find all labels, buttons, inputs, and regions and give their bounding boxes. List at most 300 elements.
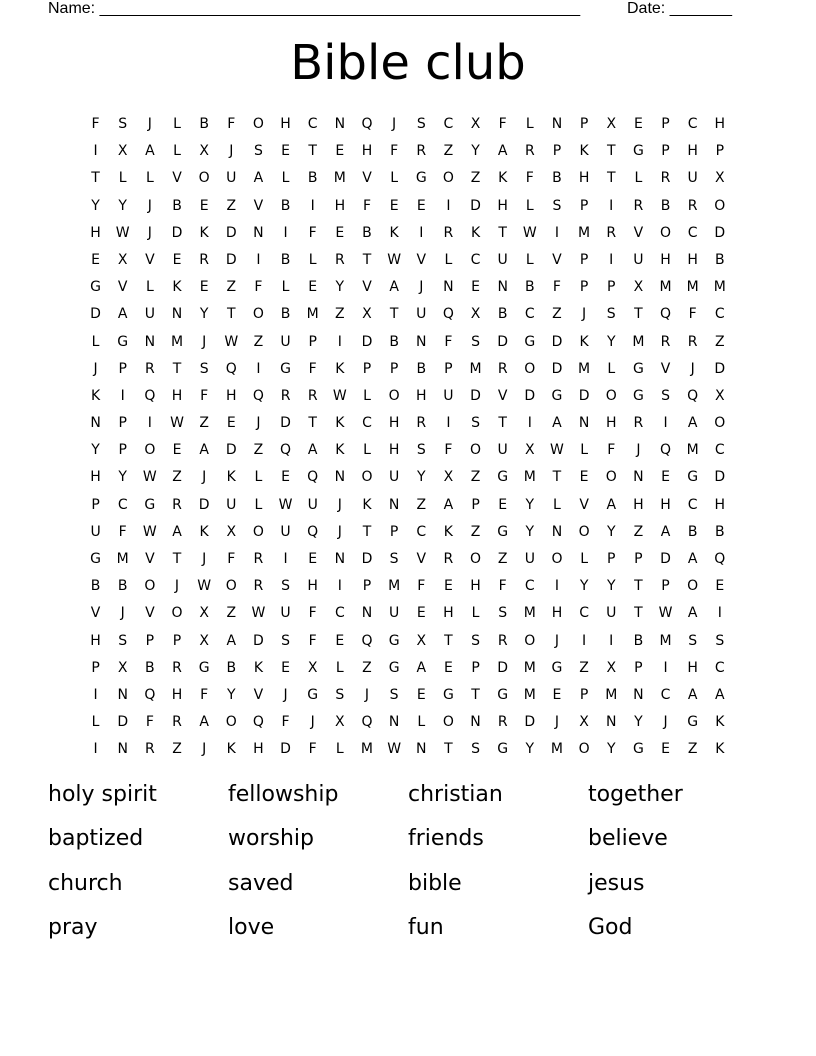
grid-letter: M (306, 306, 319, 323)
grid-letter: X (715, 170, 725, 187)
grid-letter: O (252, 116, 264, 132)
grid-letter: F (688, 306, 697, 323)
grid-letter: J (554, 714, 560, 731)
grid-letter: E (661, 469, 670, 486)
grid-letter: E (281, 143, 290, 160)
grid-letter: S (552, 197, 562, 214)
grid-letter: D (551, 333, 563, 350)
grid-letter: G (687, 469, 699, 486)
grid-letter: X (199, 632, 209, 649)
grid-letter: C (687, 224, 698, 241)
grid-letter: P (579, 197, 589, 214)
grid-row (82, 111, 733, 138)
grid-letter: O (605, 469, 617, 486)
grid-letter: F (308, 224, 317, 241)
grid-letter: R (416, 143, 427, 160)
grid-letter: B (280, 197, 291, 214)
grid-letter: K (172, 279, 182, 296)
grid-letter: K (443, 523, 453, 540)
grid-letter: U (307, 496, 318, 513)
grid-letter: E (199, 197, 209, 214)
grid-letter: D (524, 387, 536, 404)
grid-letter: P (145, 632, 155, 649)
grid-row (82, 600, 733, 627)
grid-letter: P (118, 415, 127, 432)
grid-letter: X (226, 523, 237, 540)
grid-letter: L (335, 659, 344, 676)
grid-letter: N (416, 333, 427, 350)
grid-letter: L (335, 741, 344, 758)
grid-letter: S (118, 116, 128, 132)
grid-letter: I (337, 578, 342, 595)
grid-letter: V (145, 251, 155, 268)
grid-letter: K (715, 741, 725, 758)
grid-letter: L (254, 469, 263, 486)
grid-letter: S (606, 306, 616, 323)
grid-letter: R (253, 551, 264, 567)
grid-letter: M (388, 578, 401, 595)
grid-letter: G (280, 360, 291, 377)
grid-letter: O (388, 387, 400, 404)
grid-letter: E (715, 578, 725, 595)
grid-letter: W (550, 442, 564, 459)
grid-letter: A (687, 605, 698, 622)
grid-letter: O (252, 306, 264, 323)
grid-letter: C (416, 523, 427, 540)
grid-letter: H (687, 659, 698, 676)
grid-letter: A (687, 686, 698, 703)
grid-letter: U (416, 306, 427, 323)
grid-letter: R (172, 496, 182, 513)
grid-letter: K (199, 523, 209, 540)
grid-letter: D (470, 387, 481, 404)
grid-letter: O (442, 170, 454, 187)
grid-letter: F (308, 632, 317, 649)
grid-letter: F (607, 442, 616, 459)
grid-letter: E (281, 469, 290, 486)
grid-letter: F (254, 279, 263, 296)
grid-letter: G (632, 741, 644, 758)
grid-letter: O (225, 578, 237, 595)
grid-letter: A (199, 442, 209, 459)
grid-letter: N (144, 333, 156, 350)
grid-letter: M (578, 224, 591, 241)
grid-letter: V (633, 224, 644, 241)
grid-letter: C (660, 686, 671, 703)
grid-letter: Q (280, 442, 292, 459)
grid-letter: X (117, 143, 128, 160)
grid-letter: G (90, 279, 101, 296)
grid-letter: L (525, 197, 534, 214)
grid-letter: N (388, 714, 400, 731)
grid-letter: U (280, 523, 291, 540)
grid-letter: W (170, 415, 184, 432)
grid-letter: R (606, 224, 617, 241)
grid-row (82, 193, 733, 220)
grid-letter: S (281, 578, 290, 595)
grid-letter: L (118, 170, 127, 187)
grid-letter: I (663, 659, 668, 676)
grid-letter: O (361, 469, 373, 486)
grid-letter: N (497, 279, 508, 296)
grid-letter: H (90, 469, 101, 486)
grid-letter: O (171, 605, 183, 622)
grid-row (82, 464, 733, 491)
grid-letter: X (117, 251, 128, 268)
grid-letter: J (147, 224, 152, 241)
grid-letter: P (661, 143, 670, 160)
grid-letter: M (523, 469, 536, 486)
grid-letter: J (147, 116, 152, 132)
grid-letter: B (497, 306, 508, 323)
grid-letter: G (524, 333, 536, 350)
grid-letter: V (416, 251, 427, 268)
grid-letter: E (661, 741, 670, 758)
grid-letter: V (362, 170, 372, 187)
grid-letter: S (253, 143, 263, 160)
grid-letter: R (199, 251, 209, 268)
grid-letter: C (714, 306, 725, 323)
grid-letter: A (687, 551, 698, 567)
grid-letter: H (470, 578, 481, 595)
grid-letter: X (416, 632, 427, 649)
grid-letter: P (118, 442, 127, 459)
grid-letter: Z (226, 605, 237, 622)
grid-letter: O (605, 387, 617, 404)
grid-letter: V (172, 170, 182, 187)
grid-letter: M (116, 551, 129, 567)
grid-letter: Z (199, 415, 209, 432)
grid-letter: Y (118, 197, 127, 214)
grid-letter: K (579, 143, 589, 160)
grid-letter: D (225, 442, 237, 459)
grid-letter: P (634, 659, 643, 676)
grid-letter: K (579, 333, 589, 350)
grid-letter: O (198, 170, 210, 187)
grid-letter: K (199, 224, 209, 241)
grid-letter: A (606, 496, 617, 513)
grid-row (82, 736, 733, 763)
grid-letter: B (90, 578, 101, 595)
grid-letter: S (389, 686, 399, 703)
word-item: together (588, 782, 683, 807)
grid-letter: J (283, 686, 288, 703)
grid-letter: C (687, 496, 698, 513)
grid-letter: W (522, 224, 537, 241)
grid-letter: E (443, 578, 453, 595)
grid-letter: N (416, 741, 427, 758)
grid-letter: T (444, 741, 453, 758)
grid-letter: N (334, 469, 346, 486)
grid-letter: J (202, 551, 207, 567)
grid-letter: I (609, 632, 614, 649)
grid-letter: S (498, 605, 508, 622)
grid-letter: R (172, 659, 182, 676)
grid-letter: K (470, 224, 481, 241)
grid-letter: M (686, 442, 699, 459)
grid-letter: V (145, 551, 155, 567)
grid-letter: D (578, 387, 590, 404)
grid-letter: Q (442, 306, 454, 323)
grid-letter: G (632, 360, 644, 377)
grid-letter: G (551, 387, 563, 404)
grid-letter: L (580, 442, 588, 459)
grid-letter: Q (252, 387, 264, 404)
grid-letter: G (415, 170, 427, 187)
grid-letter: B (172, 197, 182, 214)
grid-letter: T (552, 469, 562, 486)
grid-letter: M (550, 741, 563, 758)
grid-letter: F (444, 442, 453, 459)
grid-letter: D (660, 551, 671, 567)
grid-letter: S (715, 632, 725, 649)
grid-letter: N (470, 714, 481, 731)
grid-letter: Y (416, 469, 426, 486)
grid-letter: P (552, 143, 562, 160)
grid-letter: P (118, 360, 127, 377)
grid-letter: D (225, 251, 237, 268)
grid-letter: H (551, 605, 563, 622)
grid-letter: E (552, 686, 562, 703)
grid-letter: I (120, 387, 125, 404)
grid-letter: X (606, 116, 617, 132)
grid-letter: U (524, 551, 535, 567)
grid-letter: U (280, 333, 291, 350)
grid-letter: U (497, 251, 508, 268)
grid-letter: J (582, 306, 587, 323)
grid-letter: T (634, 306, 643, 323)
grid-letter: C (443, 116, 454, 132)
grid-letter: V (362, 279, 372, 296)
grid-letter: J (636, 442, 641, 459)
grid-letter: V (660, 360, 671, 377)
grid-letter: P (661, 116, 670, 132)
grid-letter: B (389, 333, 399, 350)
grid-letter: S (471, 333, 480, 350)
grid-letter: C (687, 116, 698, 132)
word-item: God (588, 914, 633, 940)
grid-row (82, 247, 733, 274)
grid-letter: E (226, 415, 236, 432)
grid-letter: L (145, 170, 154, 187)
grid-letter: L (580, 551, 588, 567)
word-item: pray (48, 914, 98, 940)
grid-letter: Z (443, 143, 454, 160)
grid-letter: Z (552, 306, 562, 323)
grid-letter: L (145, 279, 154, 296)
word-item: saved (228, 870, 294, 896)
grid-letter: Y (579, 578, 589, 595)
grid-letter: C (362, 415, 372, 432)
grid-letter: D (470, 197, 481, 214)
grid-letter: N (334, 551, 346, 567)
grid-letter: T (444, 632, 453, 649)
grid-letter: R (334, 251, 345, 268)
grid-letter: D (551, 360, 563, 377)
grid-letter: A (416, 659, 427, 676)
grid-letter: R (633, 415, 644, 432)
grid-letter: S (661, 387, 670, 404)
grid-letter: F (200, 387, 209, 404)
grid-letter: T (226, 306, 236, 323)
grid-letter: J (202, 333, 207, 350)
grid-letter: Z (633, 523, 644, 540)
grid-letter: J (147, 197, 152, 214)
grid-letter: W (142, 469, 157, 486)
grid-letter: I (310, 197, 315, 214)
grid-letter: I (256, 360, 261, 377)
grid-letter: E (172, 442, 182, 459)
grid-letter: R (280, 387, 291, 404)
grid-letter: U (687, 170, 698, 187)
grid-letter: I (527, 415, 532, 432)
grid-letter: U (226, 496, 237, 513)
grid-letter: Z (715, 333, 725, 350)
grid-letter: O (524, 632, 536, 649)
grid-letter: S (118, 632, 128, 649)
grid-letter: N (578, 415, 590, 432)
grid-letter: E (579, 469, 589, 486)
word-list (48, 779, 768, 956)
grid-letter: D (497, 333, 509, 350)
grid-letter: I (337, 333, 342, 350)
grid-letter: Z (470, 469, 481, 486)
grid-letter: A (117, 306, 128, 323)
grid-letter: S (688, 632, 698, 649)
grid-letter: J (202, 741, 207, 758)
grid-letter: T (362, 251, 372, 268)
word-item: holy spirit (48, 782, 157, 807)
grid-letter: O (225, 714, 237, 731)
grid-letter: H (388, 415, 400, 432)
grid-letter: B (307, 170, 318, 187)
grid-letter: H (361, 143, 373, 160)
grid-letter: G (632, 387, 644, 404)
grid-letter: M (659, 279, 672, 296)
grid-letter: E (335, 632, 345, 649)
grid-letter: X (715, 387, 725, 404)
grid-letter: H (578, 170, 590, 187)
grid-letter: E (471, 279, 480, 296)
grid-letter: L (173, 116, 181, 132)
grid-letter: Q (361, 632, 373, 649)
grid-letter: I (609, 251, 614, 268)
grid-letter: W (142, 523, 157, 540)
grid-letter: R (253, 578, 264, 595)
grid-letter: O (714, 415, 726, 432)
grid-letter: R (144, 741, 155, 758)
grid-letter: C (117, 496, 128, 513)
grid-letter: M (170, 333, 184, 350)
grid-letter: H (714, 116, 726, 132)
grid-letter: I (446, 197, 451, 214)
grid-letter: M (523, 686, 536, 703)
grid-letter: H (415, 387, 427, 404)
word-item: love (228, 914, 275, 940)
grid-letter: A (145, 143, 155, 160)
grid-letter: R (307, 387, 318, 404)
grid-letter: F (362, 197, 371, 214)
grid-letter: Z (172, 469, 182, 486)
grid-row (82, 492, 733, 519)
grid-letter: H (443, 605, 454, 622)
grid-letter: B (687, 523, 698, 540)
grid-letter: E (281, 659, 290, 676)
grid-letter: R (416, 415, 427, 432)
grid-letter: R (144, 360, 155, 377)
grid-letter: Q (144, 686, 156, 703)
grid-letter: O (524, 360, 536, 377)
grid-letter: K (335, 415, 345, 432)
grid-letter: H (605, 415, 617, 432)
grid-letter: Y (525, 741, 535, 758)
grid-letter: C (470, 251, 481, 268)
grid-letter: J (663, 714, 668, 731)
grid-letter: V (90, 605, 101, 622)
grid-letter: N (117, 741, 128, 758)
grid-letter: O (144, 578, 156, 595)
grid-letter: R (660, 170, 671, 187)
grid-letter: Q (225, 360, 237, 377)
grid-letter: F (91, 116, 100, 132)
grid-letter: P (579, 686, 589, 703)
grid-letter: S (416, 442, 426, 459)
grid-letter: V (579, 496, 589, 513)
grid-letter: Y (91, 442, 100, 459)
grid-letter: H (280, 116, 291, 132)
grid-letter: F (525, 170, 534, 187)
grid-row (82, 709, 733, 736)
header (48, 0, 768, 20)
grid-letter: Y (606, 523, 616, 540)
grid-letter: R (687, 333, 698, 350)
grid-letter: G (388, 632, 400, 649)
grid-letter: J (174, 578, 180, 595)
grid-row (82, 138, 733, 165)
grid-letter: E (91, 251, 100, 268)
grid-letter: N (361, 605, 373, 622)
grid-letter: C (579, 605, 589, 622)
grid-letter: E (335, 143, 345, 160)
grid-letter: O (578, 523, 590, 540)
grid-letter: G (442, 686, 454, 703)
grid-letter: L (91, 714, 100, 731)
grid-letter: Y (525, 496, 535, 513)
grid-letter: P (444, 360, 453, 377)
grid-letter: B (715, 251, 725, 268)
grid-letter: T (308, 143, 317, 160)
grid-letter: L (553, 496, 561, 513)
grid-letter: J (93, 360, 98, 377)
grid-letter: K (226, 741, 236, 758)
grid-row (82, 356, 733, 383)
grid-letter: K (335, 360, 345, 377)
grid-letter: J (419, 279, 424, 296)
grid-letter: P (308, 333, 317, 350)
grid-letter: B (552, 170, 562, 187)
grid-letter: M (659, 632, 672, 649)
grid-letter: T (362, 523, 372, 540)
grid-letter: Y (606, 333, 616, 350)
grid-letter: Y (471, 143, 480, 160)
grid-letter: K (362, 496, 372, 513)
grid-letter: D (253, 632, 264, 649)
grid-letter: U (90, 523, 101, 540)
grid-letter: H (687, 143, 698, 160)
grid-letter: P (579, 116, 589, 132)
grid-letter: G (90, 551, 101, 567)
grid-letter: R (497, 632, 508, 649)
